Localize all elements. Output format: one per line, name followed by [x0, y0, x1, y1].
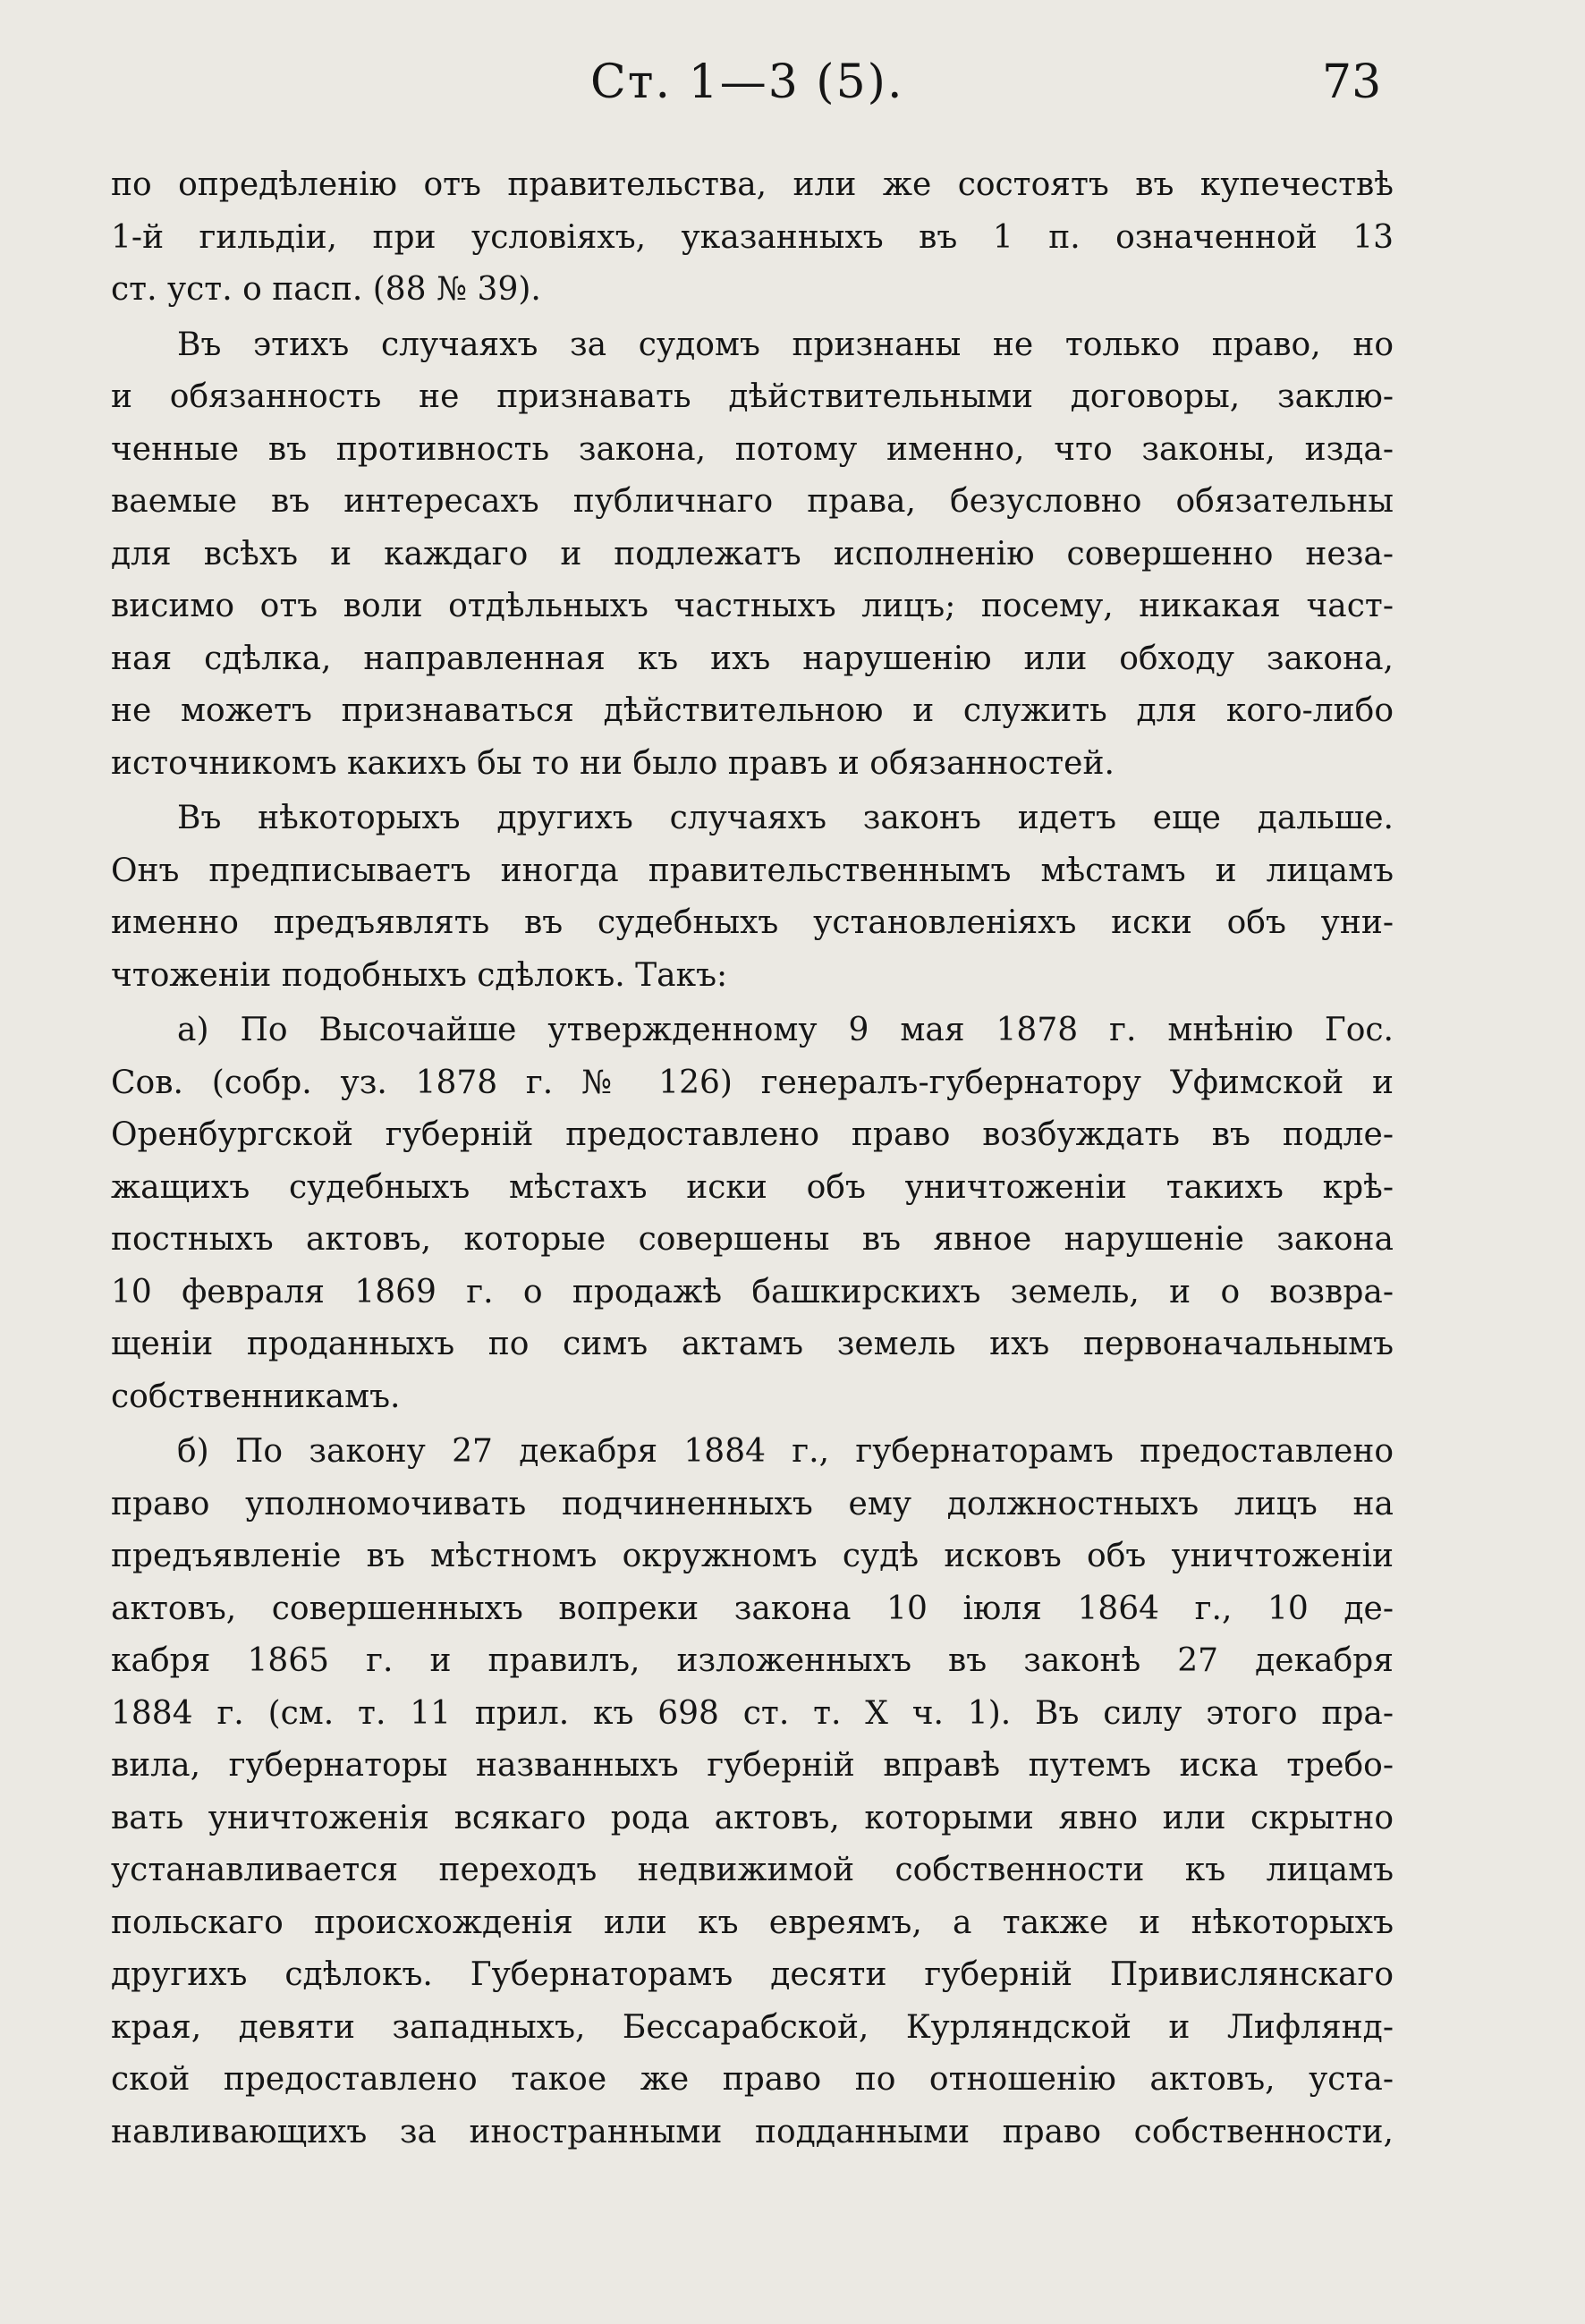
text-line: предъявленіе въ мѣстномъ окружномъ судѣ исковъ объ уничтоженіи [111, 1538, 1394, 1574]
text-line: края, девяти западныхъ, Бессарабской, Курляндской и Лифлянд- [111, 2008, 1394, 2046]
text-line: ваемые въ интересахъ публичнаго права, безусловно обязательны [111, 483, 1394, 520]
text-line: чтоженіи подобныхъ сдѣлокъ. Такъ: [111, 956, 728, 994]
text-line: б) По закону 27 декабря 1884 г., губернаторамъ предоставлено [177, 1433, 1394, 1470]
text-line: ской предоставлено такое же право по отношенію актовъ, уста- [111, 2061, 1394, 2098]
text-line: вила, губернаторы названныхъ губерній вправѣ путемъ иска требо- [111, 1747, 1394, 1784]
text-line: Сов. (собр. уз. 1878 г. № 126) генералъ-губернатору Уфимской и [111, 1064, 1394, 1101]
text-line: по опредѣленію отъ правительства, или же состоятъ въ купечествѣ [111, 166, 1394, 203]
text-line: собственникамъ. [111, 1378, 401, 1415]
text-line: вать уничтоженія всякаго рода актовъ, которыми явно или скрытно [111, 1799, 1394, 1836]
text-line: другихъ сдѣлокъ. Губернаторамъ десяти губерній Привислянскаго [111, 1956, 1394, 1993]
text-line: 1-й гильдіи, при условіяхъ, указанныхъ въ 1 п. означенной 13 [111, 218, 1394, 256]
text-line: польскаго происхожденія или къ евреямъ, а также и нѣкоторыхъ [111, 1904, 1394, 1941]
text-line: навливающихъ за иностранными подданными право собственности, [111, 2113, 1394, 2150]
body-text [111, 159, 1394, 2159]
text-line: источникомъ какихъ бы то ни было правъ и обязанностей. [111, 744, 1115, 782]
text-line: 1884 г. (см. т. 11 прил. къ 698 ст. т. X ч. 1). Въ силу этого пра- [111, 1694, 1394, 1732]
text-line: именно предъявлять въ судебныхъ установленіяхъ иски объ уни- [111, 904, 1394, 941]
text-line: постныхъ актовъ, которые совершены въ явное нарушеніе закона [111, 1221, 1394, 1258]
text-line: Въ нѣкоторыхъ другихъ случаяхъ законъ идетъ еще дальше. [177, 800, 1394, 836]
page-header [0, 55, 1585, 118]
text-line: кабря 1865 г. и правилъ, изложенныхъ въ законѣ 27 декабря [111, 1642, 1394, 1679]
text-line: для всѣхъ и каждаго и подлежатъ исполненію совершенно неза- [111, 535, 1394, 573]
text-line: а) По Высочайше утвержденному 9 мая 1878 г. мнѣнію Гос. [177, 1012, 1394, 1048]
running-title: Ст. 1—3 (5). [590, 55, 904, 109]
text-line: не можетъ признаваться дѣйствительною и служить для кого-либо [111, 692, 1394, 729]
text-line: устанавливается переходъ недвижимой собственности къ лицамъ [111, 1852, 1394, 1888]
text-line: висимо отъ воли отдѣльныхъ частныхъ лицъ; посему, никакая част- [111, 588, 1394, 624]
text-line: актовъ, совершенныхъ вопреки закона 10 іюля 1864 г., 10 де- [111, 1590, 1394, 1627]
text-line: Оренбургской губерній предоставлено право возбуждать въ подле- [111, 1116, 1394, 1153]
text-line: ная сдѣлка, направленная къ ихъ нарушенію или обходу закона, [111, 640, 1394, 677]
page-number: 73 [1322, 55, 1382, 109]
text-line: 10 февраля 1869 г. о продажѣ башкирскихъ земель, и о возвра- [111, 1273, 1394, 1310]
text-line: и обязанность не признавать дѣйствительными договоры, заклю- [111, 378, 1394, 415]
text-line: Въ этихъ случаяхъ за судомъ признаны не только право, но [177, 326, 1394, 363]
text-line: ст. уст. о пасп. (88 № 39). [111, 271, 541, 308]
text-line: жащихъ судебныхъ мѣстахъ иски объ уничтоженіи такихъ крѣ- [111, 1168, 1394, 1206]
text-line: ченные въ противность закона, потому именно, что законы, изда- [111, 430, 1394, 468]
text-line: Онъ предписываетъ иногда правительственнымъ мѣстамъ и лицамъ [111, 852, 1394, 889]
text-line: право уполномочивать подчиненныхъ ему должностныхъ лицъ на [111, 1485, 1394, 1522]
text-line: щеніи проданныхъ по симъ актамъ земель ихъ первоначальнымъ [111, 1326, 1394, 1362]
